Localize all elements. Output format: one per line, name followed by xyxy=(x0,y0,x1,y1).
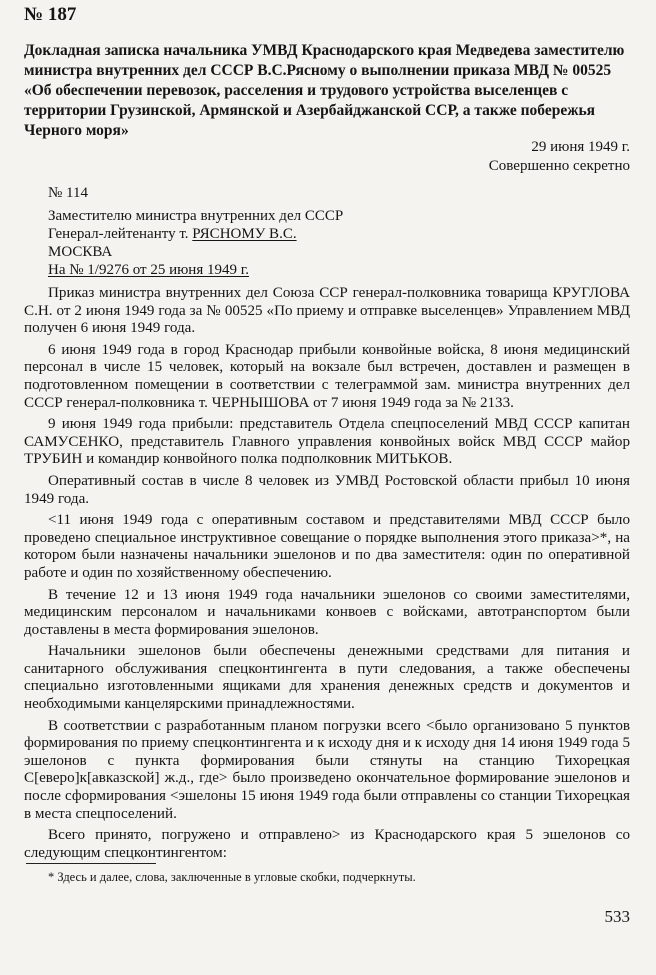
document-date: 29 июня 1949 г. xyxy=(531,139,630,155)
body-paragraph: Оперативный состав в числе 8 человек из УМВД Ростовской области прибыл 10 июня 1949 года. xyxy=(24,472,630,507)
classification-label: Совершенно секретно xyxy=(488,158,630,174)
footnote: * Здесь и далее, слова, заключенные в угловые скобки, подчеркнуты. xyxy=(48,870,416,884)
body-paragraph: Всего принято, погружено и отправлено> из Краснодарского края 5 эшелонов со следующим спецконтингентом: xyxy=(24,827,630,861)
footnote-divider xyxy=(26,863,156,864)
addressee-rank: Генерал-лейтенанту т. xyxy=(48,226,193,242)
document-title: Докладная записка начальника УМВД Краснодарского края Медведева заместителю министра внутренних дел СССР В.С.Рясному о выполнении приказа МВД № 00525 «Об обеспечении перевозок, расселения и трудового устройства выселенцев с территории Грузинской, Армянской и Азербайджанской ССР, а также побережья Черного моря» xyxy=(24,42,625,139)
letter-number: № 114 xyxy=(48,185,89,201)
body-paragraph: 6 июня 1949 года в город Краснодар прибыли конвойные войска, 8 июня медицинский персонал в числе 15 человек, который на вокзале был встречен, доставлен и размещен в подготовленном помещении в соответствии с телеграммой зам. министра внутренних дел СССР генерал-полковника т. ЧЕРНЫШОВА от 7 июня 1949 года за № 2133. xyxy=(24,341,630,411)
addressee-line-2 xyxy=(48,225,343,243)
body-paragraph: В течение 12 и 13 июня 1949 года начальники эшелонов со своими заместителями, медицинским персоналом и начальниками конвоев с войсками, автотранспортом были доставлены в места формирования эшелонов. xyxy=(24,586,630,638)
document-number: № 187 xyxy=(24,4,77,25)
body-paragraph: Начальники эшелонов были обеспечены денежными средствами для питания и санитарного обслуживания спецконтингента в пути следования, а также обеспечены специально изготовленными ящиками для хранения денежных средств и документов и необходимыми канцелярскими принадлежностями. xyxy=(24,643,630,713)
body-paragraph: В соответствии с разработанным планом погрузки всего <было организовано 5 пунктов формирования по приему спецконтингента и к исходу дня и к исходу дня 14 июня 1949 года 5 эшелонов с пункта формирования были стянуты на станцию Тихорецкая С[еверо]к[авказской] ж.д., где> было произведено окончательное формирование эшелонов и после сформирования <эшелоны 15 июня 1949 года были отправлены со станции Тихорецкая в места спецпоселений. xyxy=(24,717,630,822)
page-number: 533 xyxy=(604,907,630,926)
body-paragraph: Приказ министра внутренних дел Союза ССР генерал-полковника товарища КРУГЛОВА С.Н. от 2 июня 1949 года за № 00525 «По приему и отправке выселенцев» Управлением МВД получен 6 июня 1949 года. xyxy=(24,285,630,337)
addressee-line-1: Заместителю министра внутренних дел СССР xyxy=(48,208,344,224)
addressee-block xyxy=(48,207,343,279)
addressee-city: МОСКВА xyxy=(48,244,113,260)
body-paragraph: 9 июня 1949 года прибыли: представитель Отдела спецпоселений МВД СССР капитан САМУСЕНКО, представитель Главного управления конвойных войск МВД СССР майор ТРУБИН и командир конвойного полка подполковник МИТЬКОВ. xyxy=(24,416,630,468)
document-body xyxy=(24,285,630,866)
reference-line: На № 1/9276 от 25 июня 1949 г. xyxy=(48,262,249,278)
body-paragraph: <11 июня 1949 года с оперативным составом и представителями МВД СССР было проведено специальное инструктивное совещание о порядке выполнения этого приказа>*, на котором были назначены начальники эшелонов и по два заместителя: один по оперативной работе и один по хозяйственному обеспечению. xyxy=(24,512,630,581)
addressee-name: РЯСНОМУ В.С. xyxy=(192,226,297,242)
